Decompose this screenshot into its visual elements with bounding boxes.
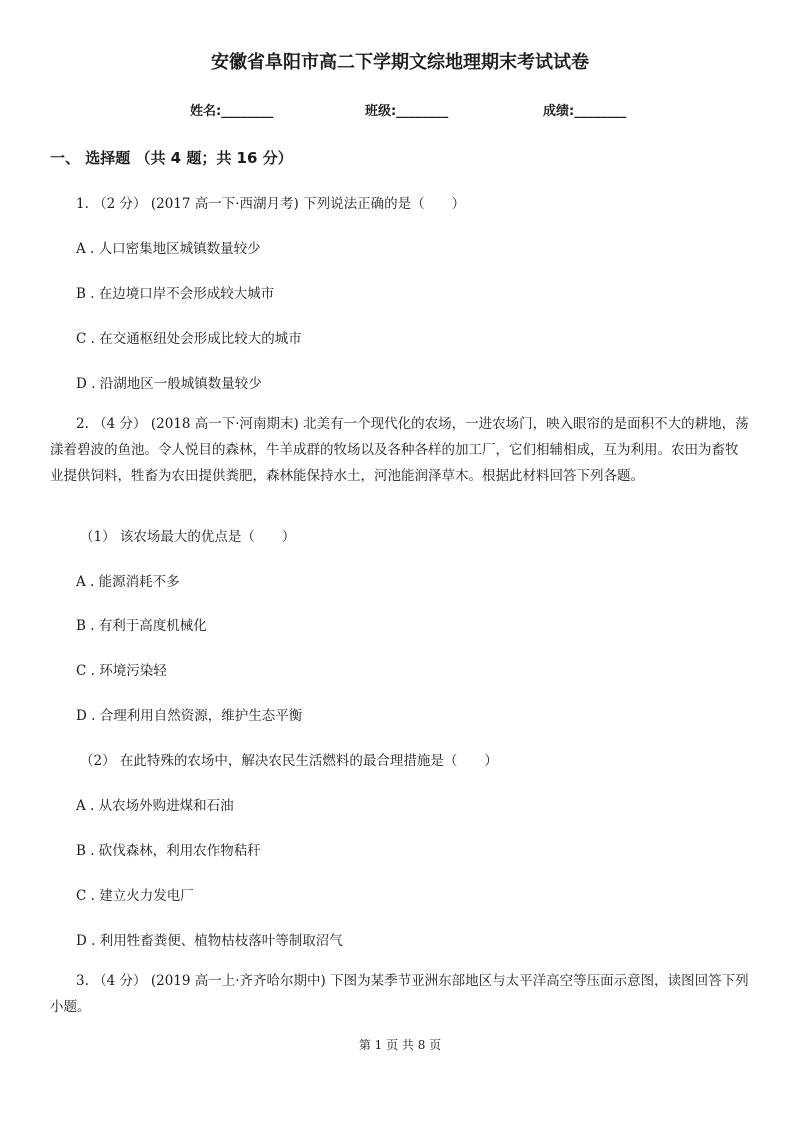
exam-title: 安徽省阜阳市高二下学期文综地理期末考试试卷 [211,52,589,73]
q2-sub1-option-a: A . 能源消耗不多 [76,574,180,590]
section-heading: 一、 选择题 （共 4 题；共 16 分） [50,149,293,167]
q2-sub1-stem: （1） 该农场最大的优点是（ ） [80,529,296,545]
q1-option-d: D . 沿湖地区一般城镇数量较少 [76,376,262,392]
score-field: 成绩:________ [543,104,627,119]
q2-sub2-option-a: A . 从农场外购进煤和石油 [76,798,234,814]
q1-option-c: C . 在交通枢纽处会形成比较大的城市 [76,331,302,347]
q1-stem: 1. （2 分） (2017 高一下·西湖月考) 下列说法正确的是（ ） [76,196,466,212]
q3-stem: 3. （4 分） (2019 高一上·齐齐哈尔期中) 下图为某季节亚洲东部地区与太平洋高空等压面示意图，读图回答下列小题。 [50,973,749,1015]
q1-option-a: A . 人口密集地区城镇数量较少 [76,241,261,257]
q2-sub1-option-c: C . 环境污染轻 [76,663,167,679]
q2-sub2-option-d: D . 利用牲畜粪便、植物枯枝落叶等制取沼气 [76,933,343,949]
q2-sub2-option-c: C . 建立火力发电厂 [76,888,194,904]
q2-sub1-option-d: D . 合理利用自然资源，维护生态平衡 [76,708,303,724]
q2-sub1-option-b: B . 有利于高度机械化 [76,618,207,634]
q2-sub2-stem: （2） 在此特殊的农场中，解决农民生活燃料的最合理措施是（ ） [80,753,498,769]
q2-sub2-option-b: B . 砍伐森林，利用农作物秸秆 [76,843,261,859]
page-footer: 第 1 页 共 8 页 [358,1038,442,1052]
q2-stem: 2. （4 分） (2018 高一下·河南期末) 北美有一个现代化的农场，一进农场门，映入眼帘的是面积不大的耕地，荡漾着碧波的鱼池。令人悦目的森林，牛羊成群的牧场以及各种各样的加工厂，它们相辅相成，互为利用。农田为畜牧业提供饲料，牲畜为农田提供粪肥，森林能保持水土，河池能润泽草木。根据此材料回答下列各题。 [50,416,749,484]
class-field: 班级:________ [365,104,449,119]
q1-option-b: B . 在边境口岸不会形成较大城市 [76,286,275,302]
name-field: 姓名:________ [190,104,274,119]
